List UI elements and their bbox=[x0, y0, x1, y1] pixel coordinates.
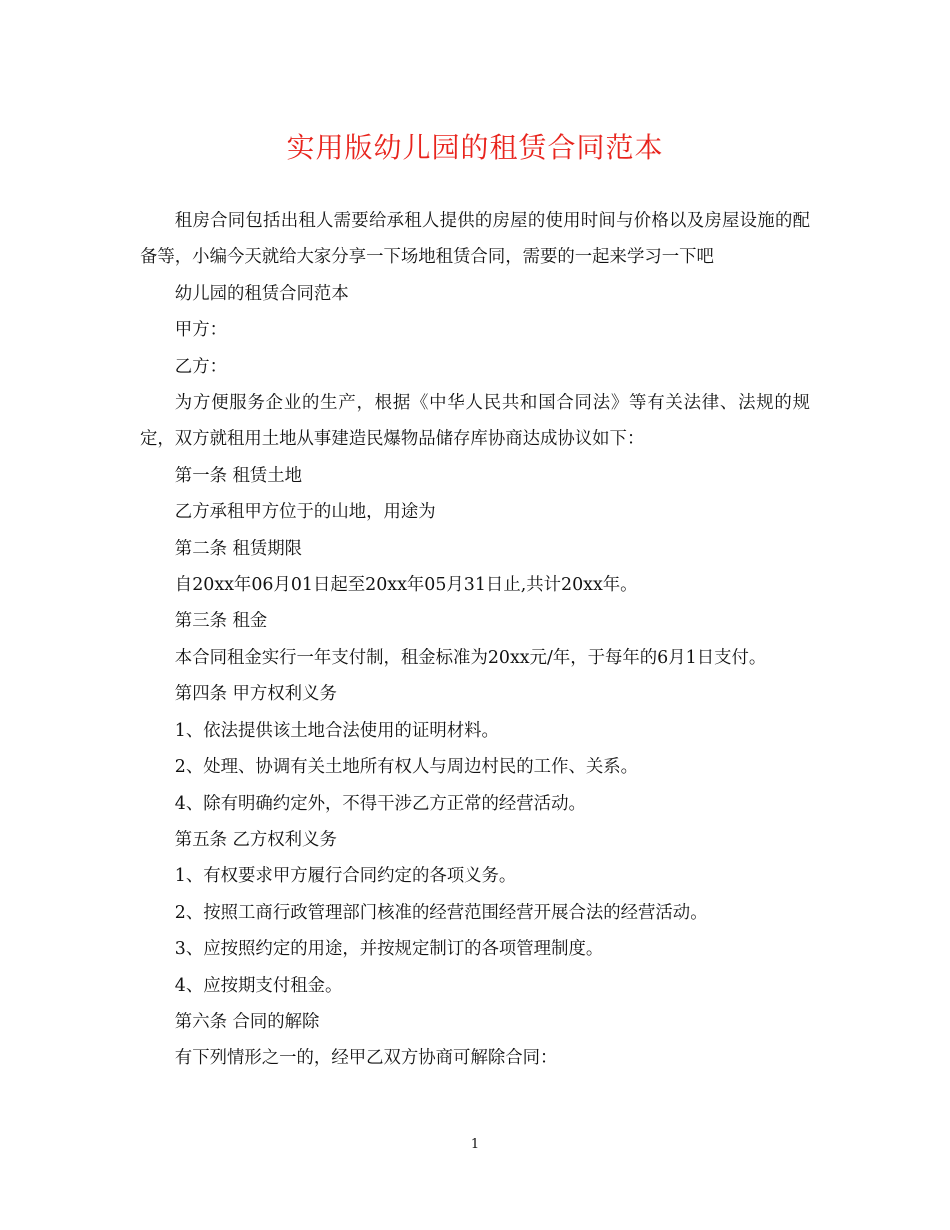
paragraph: 有下列情形之一的，经甲乙双方协商可解除合同： bbox=[174, 1048, 558, 1069]
paragraph: 幼儿园的租赁合同范本 bbox=[174, 283, 349, 304]
paragraph: 2、按照工商行政管理部门核准的经营范围经营开展合法的经营活动。 bbox=[174, 902, 708, 923]
paragraph: 1、有权要求甲方履行合同约定的各项义务。 bbox=[174, 866, 517, 887]
paragraph: 乙方承租甲方位于的山地，用途为 bbox=[174, 502, 436, 523]
paragraph: 4、除有明确约定外，不得干涉乙方正常的经营活动。 bbox=[174, 793, 586, 814]
paragraph: 甲方： bbox=[174, 320, 227, 341]
paragraph: 第一条 租赁土地 bbox=[174, 465, 303, 486]
paragraph: 1、依法提供该土地合法使用的证明材料。 bbox=[174, 720, 499, 741]
paragraph: 本合同租金实行一年支付制，租金标准为20xx元/年，于每年的6月1日支付。 bbox=[174, 647, 767, 668]
paragraph: 为方便服务企业的生产，根据《中华人民共和国合同法》等有关法律、法规的规定，双方就租用土地从事建造民爆物品储存库协商达成协议如下： bbox=[140, 393, 810, 450]
paragraph: 2、处理、协调有关土地所有权人与周边村民的工作、关系。 bbox=[174, 757, 639, 778]
paragraph: 自20xx年06月01日起至20xx年05月31日止,共计20xx年。 bbox=[174, 575, 638, 596]
document-body bbox=[140, 203, 810, 1077]
paragraph: 第二条 租赁期限 bbox=[174, 538, 303, 559]
paragraph: 第六条 合同的解除 bbox=[174, 1011, 320, 1032]
paragraph: 租房合同包括出租人需要给承租人提供的房屋的使用时间与价格以及房屋设施的配备等，小编今天就给大家分享一下场地租赁合同，需要的一起来学习一下吧 bbox=[140, 211, 810, 268]
document-title: 实用版幼儿园的租赁合同范本 bbox=[286, 131, 664, 164]
paragraph: 4、应按期支付租金。 bbox=[174, 975, 343, 996]
paragraph: 第五条 乙方权利义务 bbox=[174, 829, 337, 850]
paragraph: 第四条 甲方权利义务 bbox=[174, 684, 337, 705]
page-number: 1 bbox=[470, 1137, 480, 1152]
paragraph: 第三条 租金 bbox=[174, 611, 268, 632]
paragraph: 乙方： bbox=[174, 356, 227, 377]
paragraph: 3、应按照约定的用途，并按规定制订的各项管理制度。 bbox=[174, 939, 604, 960]
